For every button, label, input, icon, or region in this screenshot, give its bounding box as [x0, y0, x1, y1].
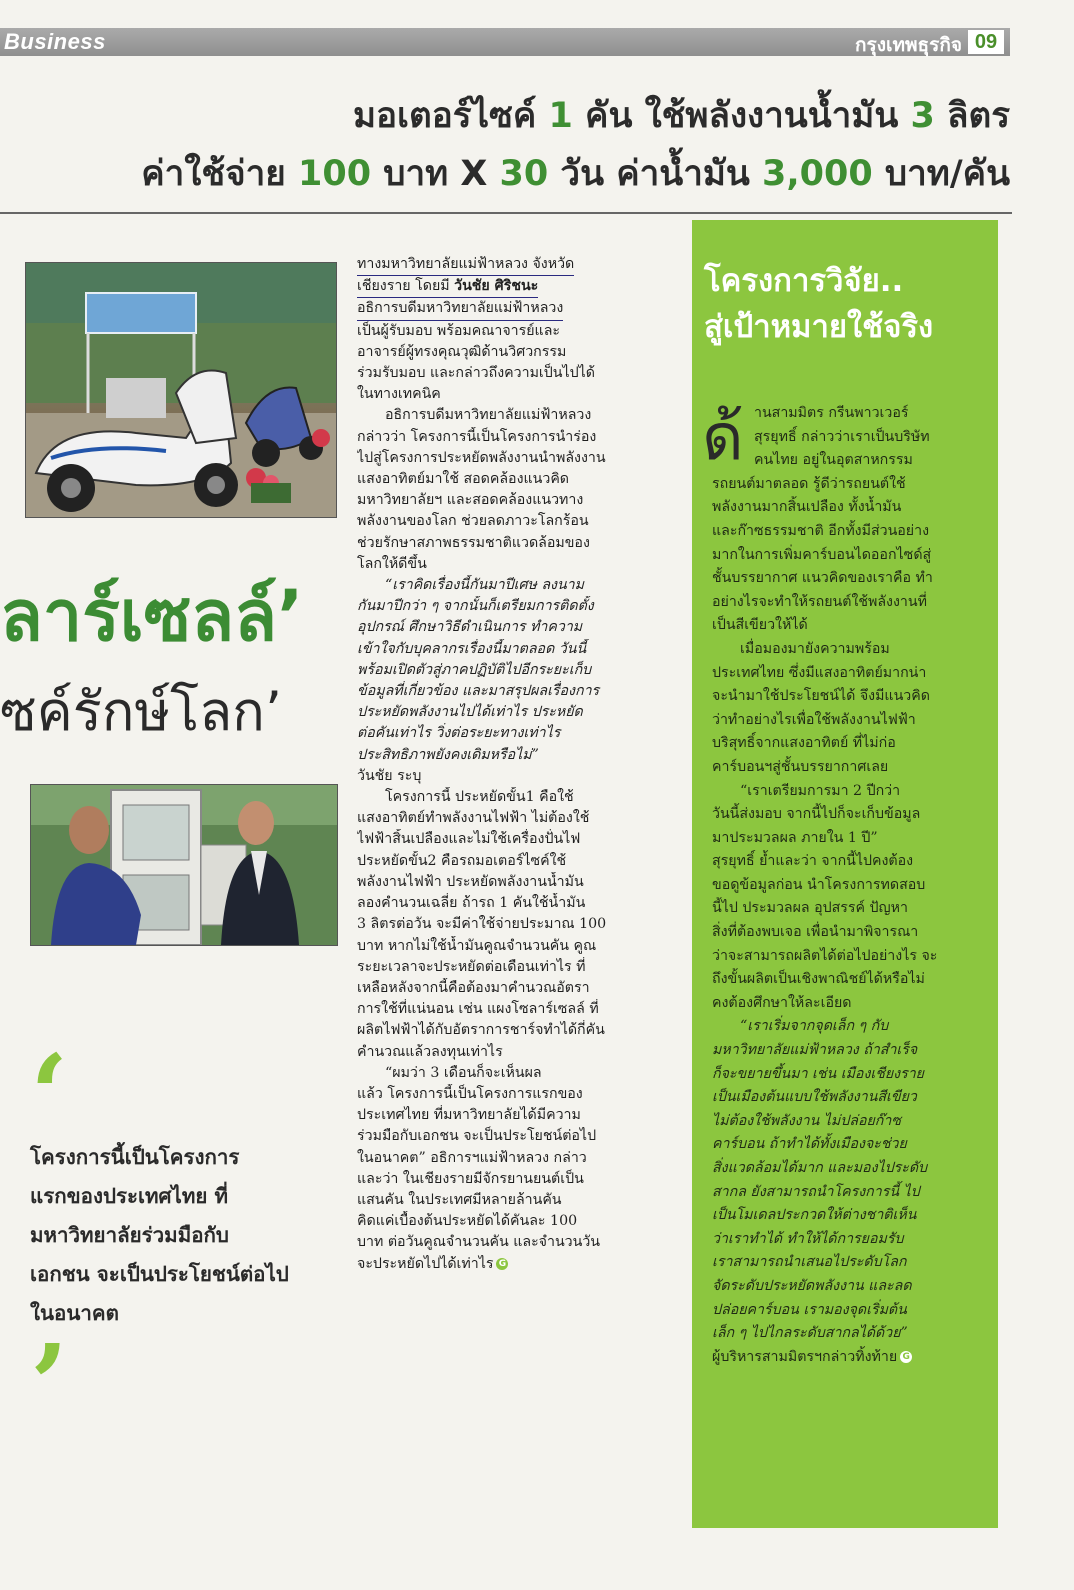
- text-line-content: การใช้ที่แน่นอน เช่น แผงโซลาร์เซลล์ ที่: [357, 1001, 599, 1018]
- text-line: [712, 850, 992, 874]
- text-line: [712, 968, 992, 992]
- text-line: [712, 496, 992, 520]
- text-line: [712, 921, 992, 945]
- text-line: [357, 787, 675, 808]
- text-line-content: บริสุทธิ์จากแสงอาทิตย์ ที่ไม่ก่อ: [712, 735, 896, 752]
- text-line-content: เป็นสีเขียวให้ได้: [712, 617, 808, 634]
- text-line: [357, 893, 675, 914]
- text-line-content: เมื่อมองมายังความพร้อม: [740, 640, 890, 657]
- text-line: [357, 1211, 675, 1232]
- text-line: [712, 662, 992, 686]
- text-line-content: ช่วยรักษาสภาพธรรมชาติแวดล้อมของ: [357, 534, 590, 551]
- text-line-content: กล่าวว่า โครงการนี้เป็นโครงการนำร่อง: [357, 428, 597, 445]
- text-line-content: ปล่อยคาร์บอน เรามองจุดเริ่มต้น: [712, 1301, 907, 1318]
- text-line-content: แสนคัน ในประเทศมีหลายล้านคัน: [357, 1191, 562, 1208]
- text-line: [712, 1322, 992, 1346]
- text-line-content: ว่าทำอย่างไรเพื่อใช้พลังงานไฟฟ้า: [712, 711, 916, 728]
- person-name: วันชัย ศิริชนะ: [454, 278, 539, 295]
- text-line: [357, 405, 675, 426]
- text-line: [712, 591, 992, 615]
- text-line: [357, 1169, 675, 1190]
- article-end-icon: G: [900, 1351, 912, 1363]
- close-quote-mark: ’: [30, 1320, 69, 1449]
- text-line: [712, 473, 992, 497]
- section-header-bar: [0, 28, 1010, 56]
- text-line: [357, 490, 675, 511]
- text-line: [712, 803, 992, 827]
- text-line-content: เล็ก ๆ ไปไกลระดับสากลได้ด้วย”: [712, 1325, 908, 1342]
- text-line: [712, 1181, 992, 1205]
- text-line-content: เป็นโมเดลประกวดให้ต่างชาติเห็น: [712, 1207, 917, 1224]
- text-line-content: ระยะเวลาจะประหยัดต่อเดือนเท่าไร ที่: [357, 958, 586, 975]
- text-line-content: สุรยุทธิ์ ย้ำและว่า จากนี้ไปคงต้อง: [712, 853, 914, 870]
- text-line-content: คาร์บอน ถ้าทำได้ทั้งเมืองจะช่วย: [712, 1136, 907, 1153]
- text-line-content: จะประหยัดไปได้เท่าไร: [357, 1255, 494, 1272]
- text-line-content: ว่าเราทำได้ ทำให้ได้การยอมรับ: [712, 1230, 904, 1247]
- headline-text: ค่าใช้จ่าย: [141, 154, 298, 194]
- text-line: [712, 945, 992, 969]
- text-line-content: ประเทศไทย ที่มหาวิทยาลัยได้มีความ: [357, 1107, 581, 1124]
- text-line-content: อธิการบดีมหาวิทยาลัยแม่ฟ้าหลวง: [385, 407, 592, 424]
- text-line: [357, 1190, 675, 1211]
- text-line-content: ชั้นบรรยากาศ แนวคิดของเราคือ ทำ: [712, 570, 933, 587]
- text-line: [712, 544, 992, 568]
- text-line-content: ข้อมูลที่เกี่ยวข้อง และมาสรุปผลเรื่องการ: [357, 683, 600, 700]
- text-line: [712, 780, 992, 804]
- page-number: 09: [968, 30, 1004, 54]
- text-line-content: วันชัย ระบุ: [357, 767, 422, 784]
- text-line: [357, 298, 675, 320]
- text-line: [357, 554, 675, 575]
- text-line-content: เชียงราย โดยมี วันชัย ศิริชนะ: [357, 276, 538, 298]
- text-line: [357, 745, 675, 766]
- text-line: [712, 1299, 992, 1323]
- text-line-content: อาจารย์ผู้ทรงคุณวุฒิด้านวิศวกรรม: [357, 343, 567, 360]
- headline-number: 1: [548, 96, 573, 136]
- text-line: [357, 1042, 675, 1063]
- text-line-content: ไฟฟ้าสิ้นเปลืองและไม่ใช้เครื่องปั่นไฟ: [357, 831, 581, 848]
- text-line-content: เหลือหลังจากนี้คือต้องมาคำนวณอัตรา: [357, 979, 590, 996]
- pull-quote-line: มหาวิทยาลัยร่วมมือกับ: [30, 1223, 229, 1247]
- text-line-content: ผลิตไฟฟ้าได้กับอัตราการชาร์จทำได้กี่คัน: [357, 1022, 605, 1039]
- display-title-line-2: ซค์รักษ์โลก’: [0, 680, 283, 743]
- text-line: [712, 402, 992, 426]
- text-line: [357, 321, 675, 342]
- text-line: [357, 660, 675, 681]
- text-line: [357, 829, 675, 850]
- headline-text: วัน ค่าน้ำมัน: [548, 154, 763, 194]
- text-line: [357, 957, 675, 978]
- text-line: [357, 872, 675, 893]
- text-line: [357, 936, 675, 957]
- text-line-content: บาท ต่อวันคูณจำนวนคัน และจำนวนวัน: [357, 1234, 600, 1251]
- text-line: [712, 1039, 992, 1063]
- text-line: [357, 469, 675, 490]
- text-line-content: รถยนต์มาตลอด รู้ดีว่ารถยนต์ใช้: [712, 475, 906, 492]
- sidebar-title-line-2: สู่เป้าหมายใช้จริง: [704, 309, 934, 345]
- open-quote-mark: ‘: [30, 1030, 69, 1159]
- text-line: [357, 1063, 675, 1084]
- text-line: [357, 978, 675, 999]
- text-line: [357, 1232, 675, 1253]
- text-line-content: กันมาปีกว่า ๆ จากนั้นก็เตรียมการติดตั้ง: [357, 598, 594, 615]
- text-line-content: ลองคำนวนเฉลี่ย ถ้ารถ 1 คันใช้น้ำมัน: [357, 895, 586, 912]
- text-line-content: “เราเริ่มจากจุดเล็ก ๆ กับ: [740, 1018, 889, 1035]
- text-line-content: จัดระดับประหยัดพลังงาน และลด: [712, 1277, 912, 1294]
- scooter-photo-illustration: [26, 263, 336, 517]
- photo-electric-scooters: [25, 262, 337, 518]
- headline-number: 3: [910, 96, 935, 136]
- section-label: Business: [4, 29, 106, 54]
- text-line-content: ประหยัดพลังงานไปได้เท่าไร ประหยัด: [357, 704, 583, 721]
- pull-quote-line: ในอนาคต: [30, 1301, 119, 1325]
- text-line: [712, 426, 992, 450]
- text-line-content: สากล ยังสามารถนำโครงการนี้ ไป: [712, 1183, 920, 1200]
- text-line-content: ประสิทธิภาพยังคงเดิมหรือไม่”: [357, 746, 539, 763]
- text-line: [357, 1254, 675, 1275]
- text-line-content: านสามมิตร กรีนพาวเวอร์: [754, 405, 909, 421]
- text-line-content: ประหยัดขั้น2 คือรถมอเตอร์ไซค์ใช้: [357, 852, 567, 869]
- headline-line-2: [141, 146, 1010, 201]
- text-line-content: มหาวิทยาลัยฯ และสอดคล้องแนวทาง: [357, 492, 584, 509]
- text-line: [712, 1157, 992, 1181]
- article-end-icon: G: [496, 1258, 508, 1270]
- text-line: [357, 702, 675, 723]
- text-line-content: ในทางเทคนิค: [357, 386, 441, 403]
- text-line: [712, 709, 992, 733]
- text-line: [357, 639, 675, 660]
- text-line: [712, 638, 992, 662]
- text-line-content: ก็จะขยายขึ้นมา เช่น เมืองเชียงราย: [712, 1065, 924, 1082]
- text-line: [357, 596, 675, 617]
- text-line-content: และว่า ในเชียงรายมีจักรยานยนต์เป็น: [357, 1170, 584, 1187]
- text-line: [712, 756, 992, 780]
- headline-number: 100: [297, 154, 372, 194]
- text-line-content: คงต้องศึกษาให้ละเอียด: [712, 994, 852, 1011]
- pull-quote-line: แรกของประเทศไทย ที่: [30, 1184, 229, 1208]
- text-line: [712, 1133, 992, 1157]
- text-line-content: อุปกรณ์ ศึกษาวิธีดำเนินการ ทำความ: [357, 619, 583, 636]
- text-line: [357, 808, 675, 829]
- text-line-content: 3 ลิตรต่อวัน จะมีค่าใช้จ่ายประมาณ 100: [357, 916, 607, 933]
- text-line: [712, 1063, 992, 1087]
- text-line: [357, 342, 675, 363]
- text-line: [357, 1126, 675, 1147]
- text-line: [357, 427, 675, 448]
- drop-cap: ด้: [702, 401, 744, 475]
- text-line: [357, 254, 675, 276]
- text-line-content: ขอดูข้อมูลก่อน นำโครงการทดสอบ: [712, 876, 926, 893]
- sidebar-title-line-1: โครงการวิจัย..: [704, 263, 904, 299]
- text-line: [712, 567, 992, 591]
- text-line-content: เราสามารถนำเสนอไประดับโลก: [712, 1254, 907, 1271]
- headline-text: คัน ใช้พลังงานน้ำมัน: [572, 96, 911, 136]
- text-line-content: ไปสู่โครงการประหยัดพลังงานนำพลังงาน: [357, 449, 606, 466]
- text-line-content: “ผมว่า 3 เดือนก็จะเห็นผล: [385, 1064, 542, 1081]
- text-line-content: แสงอาทิตย์ทำพลังงานไฟฟ้า ไม่ต้องใช้: [357, 810, 590, 827]
- photo-officials-meeting: [30, 784, 338, 946]
- text-line-content: ในอนาคต” อธิการฯแม่ฟ้าหลวง กล่าว: [357, 1149, 587, 1166]
- text-line: [357, 723, 675, 744]
- text-line-content: “เราคิดเรื่องนี้กันมาปีเศษ ลงนาม: [385, 577, 584, 594]
- headline-number: 30: [499, 154, 549, 194]
- text-line-content: โลกให้ดีขึ้น: [357, 555, 427, 572]
- text-line: [712, 1228, 992, 1252]
- text-line-content: ไม่ต้องใช้พลังงาน ไม่ปล่อยก๊าซ: [712, 1112, 901, 1129]
- text-line-content: ต่อคันเท่าไร วิ่งต่อระยะทางเท่าไร: [357, 725, 561, 742]
- text-line-content: เป็นเมืองต้นแบบใช้พลังงานสีเขียว: [712, 1089, 917, 1106]
- text-line: [712, 1275, 992, 1299]
- text-line: [712, 520, 992, 544]
- text-line: [712, 1015, 992, 1039]
- text-line-content: ร่วมมือกับเอกชน จะเป็นประโยชน์ต่อไป: [357, 1128, 597, 1145]
- text-line-content: นี้ไป ประมวลผล อุปสรรค์ ปัญหา: [712, 900, 908, 917]
- headline-text: ลิตร: [934, 96, 1010, 136]
- pull-quote-line: เอกชน จะเป็นประโยชน์ต่อไป: [30, 1262, 289, 1286]
- text-line: [357, 511, 675, 532]
- text-line: [712, 897, 992, 921]
- text-line: [357, 766, 675, 787]
- text-line-content: แล้ว โครงการนี้เป็นโครงการแรกของ: [357, 1085, 583, 1102]
- text-line-content: แสงอาทิตย์มาใช้ สอดคล้องแนวคิด: [357, 471, 570, 488]
- pull-quote-line: โครงการนี้เป็นโครงการ: [30, 1145, 240, 1169]
- headline-line-1: [353, 88, 1010, 143]
- headline-text: บาท/คัน: [872, 154, 1010, 194]
- text-line: [712, 732, 992, 756]
- article-body-column: [357, 254, 675, 1275]
- text-line-content: สิ่งแวดล้อมได้มาก และมองไประดับ: [712, 1160, 928, 1176]
- text-line: [712, 874, 992, 898]
- text-line: [357, 533, 675, 554]
- text-line-content: คำนวณแล้วลงทุนเท่าไร: [357, 1043, 503, 1060]
- text-line: [357, 276, 675, 298]
- sidebar-body: [712, 402, 992, 1369]
- display-title-line-1: ลาร์เซลล์’: [0, 575, 304, 657]
- text-line-content: สิ่งที่ต้องพบเจอ เพื่อนำมาพิจารณา: [712, 924, 919, 941]
- text-line-content: บาท หากไม่ใช้น้ำมันคูณจำนวนคัน คูณ: [357, 937, 597, 954]
- text-line-content: “เราเตรียมการมา 2 ปีกว่า: [740, 782, 901, 799]
- text-line-content: พลังงานไฟฟ้า ประหยัดพลังงานน้ำมัน: [357, 873, 584, 890]
- text-line: [712, 1251, 992, 1275]
- text-line: [357, 1105, 675, 1126]
- text-line: [712, 1346, 992, 1370]
- newspaper-name: กรุงเทพธุรกิจ: [855, 35, 962, 56]
- text-line: [712, 685, 992, 709]
- text-line-content: อย่างไรจะทำให้รถยนต์ใช้พลังงานที่: [712, 593, 927, 610]
- headline-divider: [0, 212, 1012, 214]
- text-line-content: พลังงานมากสิ้นเปลือง ทั้งน้ำมัน: [712, 499, 902, 516]
- text-line-content: มากในการเพิ่มคาร์บอนไดออกไซด์สู่: [712, 546, 932, 563]
- text-line: [357, 1020, 675, 1041]
- text-line: [357, 851, 675, 872]
- text-line-content: ร่วมรับมอบ และกล่าวถึงความเป็นไปได้: [357, 365, 595, 382]
- text-line: [357, 617, 675, 638]
- headline-text: มอเตอร์ไซค์: [352, 96, 549, 136]
- text-line-content: คาร์บอนฯสู่ชั้นบรรยากาศเลย: [712, 758, 889, 775]
- text-line: [357, 363, 675, 384]
- text-line: [712, 614, 992, 638]
- text-line: [357, 575, 675, 596]
- text-line-content: เข้าใจกับบุคลากรเรื่องนี้มาตลอด วันนี้: [357, 640, 587, 657]
- text-line-content: โครงการนี้ ประหยัดขั้น1 คือใช้: [385, 789, 574, 806]
- text-line-content: เป็นผู้รับมอบ พร้อมคณาจารย์และ: [357, 322, 561, 339]
- sidebar-box: [692, 220, 998, 1528]
- text-line-content: คนไทย อยู่ในอุตสาหกรรม: [754, 452, 913, 469]
- pull-quote: [30, 1138, 330, 1333]
- text-line-content: ถึงขั้นผลิตเป็นเชิงพาณิชย์ได้หรือไม่: [712, 971, 925, 988]
- headline-number: 3,000: [762, 154, 873, 194]
- text-line: [357, 681, 675, 702]
- text-line-content: จะนำมาใช้ประโยชน์ได้ จึงมีแนวคิด: [712, 688, 930, 705]
- text-line-content: อธิการบดีมหาวิทยาลัยแม่ฟ้าหลวง: [357, 298, 563, 320]
- text-line: [357, 1148, 675, 1169]
- text-line-content: สุรยุทธิ์ กล่าวว่าเราเป็นบริษัท: [754, 428, 930, 445]
- text-line: [712, 449, 992, 473]
- text-line: [712, 1204, 992, 1228]
- headline-text: บาท X: [371, 154, 500, 194]
- text-line: [357, 999, 675, 1020]
- text-line-content: ทางมหาวิทยาลัยแม่ฟ้าหลวง จังหวัด: [357, 254, 574, 276]
- text-line: [712, 992, 992, 1016]
- text-line: [712, 1086, 992, 1110]
- text-line-content: และก๊าซธรรมชาติ อีกทั้งมีส่วนอย่าง: [712, 522, 930, 539]
- text-line-content: มหาวิทยาลัยแม่ฟ้าหลวง ถ้าสำเร็จ: [712, 1042, 918, 1059]
- text-line-content: วันนี้ส่งมอบ จากนี้ไปก็จะเก็บข้อมูล: [712, 806, 921, 823]
- text-line: [357, 384, 675, 405]
- text-line-content: ว่าจะสามารถผลิตได้ต่อไปอย่างไร จะ: [712, 947, 938, 964]
- sidebar-title: [704, 258, 989, 350]
- meeting-photo-illustration: [31, 785, 337, 945]
- text-line-content: พลังงานของโลก ช่วยลดภาวะโลกร้อน: [357, 513, 589, 530]
- text-line: [712, 827, 992, 851]
- text-line-content: พร้อมเปิดตัวสู่ภาคปฏิบัติไปอีกระยะเก็บ: [357, 661, 592, 678]
- text-line-content: ประเทศไทย ซึ่งมีแสงอาทิตย์มากน่า: [712, 664, 927, 681]
- text-line-content: คิดแค่เบื้องต้นประหยัดได้คันละ 100: [357, 1213, 578, 1230]
- text-line: [357, 448, 675, 469]
- text-line-content: มาประมวลผล ภายใน 1 ปี”: [712, 829, 878, 846]
- text-line: [357, 1084, 675, 1105]
- text-line-content: ผู้บริหารสามมิตรฯกล่าวทิ้งท้าย: [712, 1348, 898, 1365]
- text-line: [712, 1110, 992, 1134]
- text-line: [357, 914, 675, 935]
